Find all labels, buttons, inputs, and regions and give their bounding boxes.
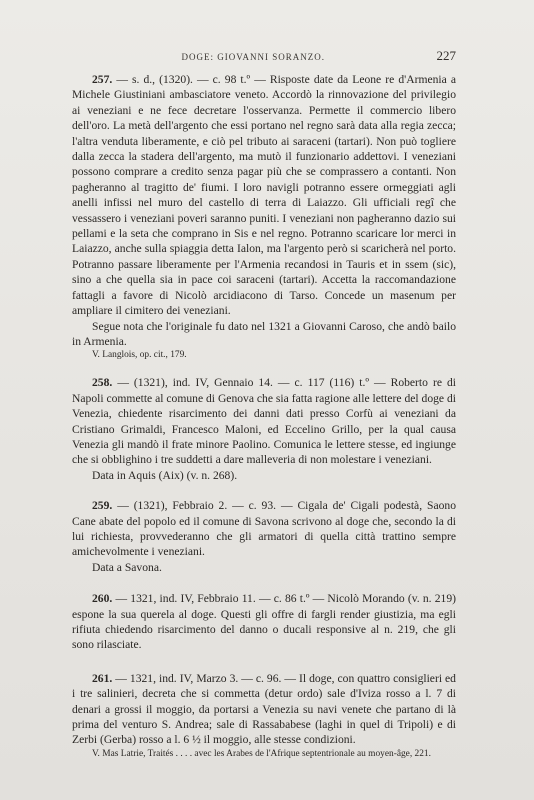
entry-number: 261. bbox=[92, 671, 113, 685]
entry-number: 258. bbox=[92, 376, 113, 390]
entry-note: Segue nota che l'originale fu dato nel 1321 a Giovanni Caroso, che andò bailo in Armenia. bbox=[72, 319, 456, 348]
entry-reference: V. Mas Latrie, Traités . . . . avec les Arabes de l'Afrique septentrionale au moyen-âge, 221. bbox=[92, 748, 431, 759]
entry-number: 257. bbox=[92, 73, 113, 86]
entry-text bbox=[72, 671, 456, 748]
entry-261 bbox=[72, 671, 456, 761]
entry-260 bbox=[72, 591, 456, 653]
entry-257 bbox=[72, 72, 456, 362]
entry-body: — (1321), Febbraio 2. — c. 93. — Cigala de' Cigali podestà, Saono Cane abate del popolo ed il comune di Savona scrivono al doge che, secondo la di lui richiesta, provvederanno che gli armatori di quella città trattino sempre amichevolmente i veneziani. bbox=[72, 499, 456, 559]
entry-body: — s. d., (1320). — c. 98 t.º — Risposte date da Leone re d'Armenia a Michele Giustiniani ambasciatore veneto. Accordò la rinnovazione del privilegio ai veneziani e ne fece decretare l'osservanza. Permette il commercio libero dell'oro. La metà dell'argento che essi portano nel regno sarà data alla regia zecca; l'altra venduta liberamente, e ciò pel tributo ai saraceni (tartari). Non può togliere dalla zecca la stadera dell'argento, ma mutò il funzionario addettovi. I veneziani possono comprare a credito senza pagar più che se comprassero a contanti. Non pagheranno al tragitto de' fiumi. I loro navigli potranno essere ormeggiati agli anelli infissi nel muro del castello di terra di Laiazzo. Gli ufficiali regî che vessassero i veneziani poveri saranno puniti. I veneziani non pagheranno dazio sui pellami e la seta che comprano in Sis e nel regno. Potranno scaricare lor merci in Laiazzo, anche sulla spiaggia detta Ialon, ma l'argento però si scaricherà nel porto. Potranno passare liberamente per l'Armenia recandosi in Tauris et in ssem (sic), sino a che quella sia in pace coi saraceni (tartari). Accetta la raccomandazione fattagli a favore di Nicolò arcidiacono di Tarso. Concede un masenum per ampliare il cimitero dei veneziani. bbox=[72, 73, 456, 318]
entry-body: — (1321), ind. IV, Gennaio 14. — c. 117 (116) t.º — Roberto re di Napoli commette al comune di Genova che sia fatta ragione alle lettere del doge di Venezia, chiedente risarcimento dei danni dati presso Corfù ai veneziani da Cristiano Grimaldi, Francesco Maloni, ed Eccelino Grillo, per la qual causa Venezia gli mandò il frate minore Paolino. Comunica le lettere stesse, ed ingiunge che si obblighino i tre suddetti a dare malleveria di non molestare i veneziani. bbox=[72, 376, 456, 467]
entry-text bbox=[72, 498, 456, 560]
entry-number: 260. bbox=[92, 592, 113, 606]
entry-note: Data a Savona. bbox=[92, 560, 162, 574]
entry-text bbox=[72, 591, 456, 653]
entry-text bbox=[72, 72, 456, 319]
page-body bbox=[72, 72, 456, 761]
entry-259 bbox=[72, 498, 456, 575]
entry-258 bbox=[72, 375, 456, 483]
entry-body: — 1321, ind. IV, Marzo 3. — c. 96. — Il doge, con quattro consiglieri ed i tre salinieri, decreta che si commetta (detur ordo) sale d'Iviza rosso a l. 7 di denari a grossi il moggio, da portarsi a Venezia su navi venete che partano di là prima del venturo S. Andrea; sale di Rassababese (laghi in quel di Tripoli) e di Zerbi (Gerba) rosso a l. 6 ½ il moggio, alle stesse condizioni. bbox=[72, 671, 456, 747]
entry-number: 259. bbox=[92, 499, 113, 513]
entry-body: — 1321, ind. IV, Febbraio 11. — c. 86 t.º — Nicolò Morando (v. n. 219) espone la sua querela al doge. Questi gli offre di fargli render giustizia, ma egli rifiuta chiedendo risarcimento del danno o ducali responsive al n. 219, che gli sono rilasciate. bbox=[72, 592, 456, 652]
page-number: 227 bbox=[436, 48, 456, 63]
entry-reference: V. Langlois, op. cit., 179. bbox=[92, 350, 187, 361]
entry-note: Data in Aquis (Aix) (v. n. 268). bbox=[92, 468, 238, 482]
entry-text bbox=[72, 375, 456, 467]
page-header bbox=[70, 48, 456, 64]
running-head: DOGE: GIOVANNI SORANZO. bbox=[181, 52, 326, 62]
